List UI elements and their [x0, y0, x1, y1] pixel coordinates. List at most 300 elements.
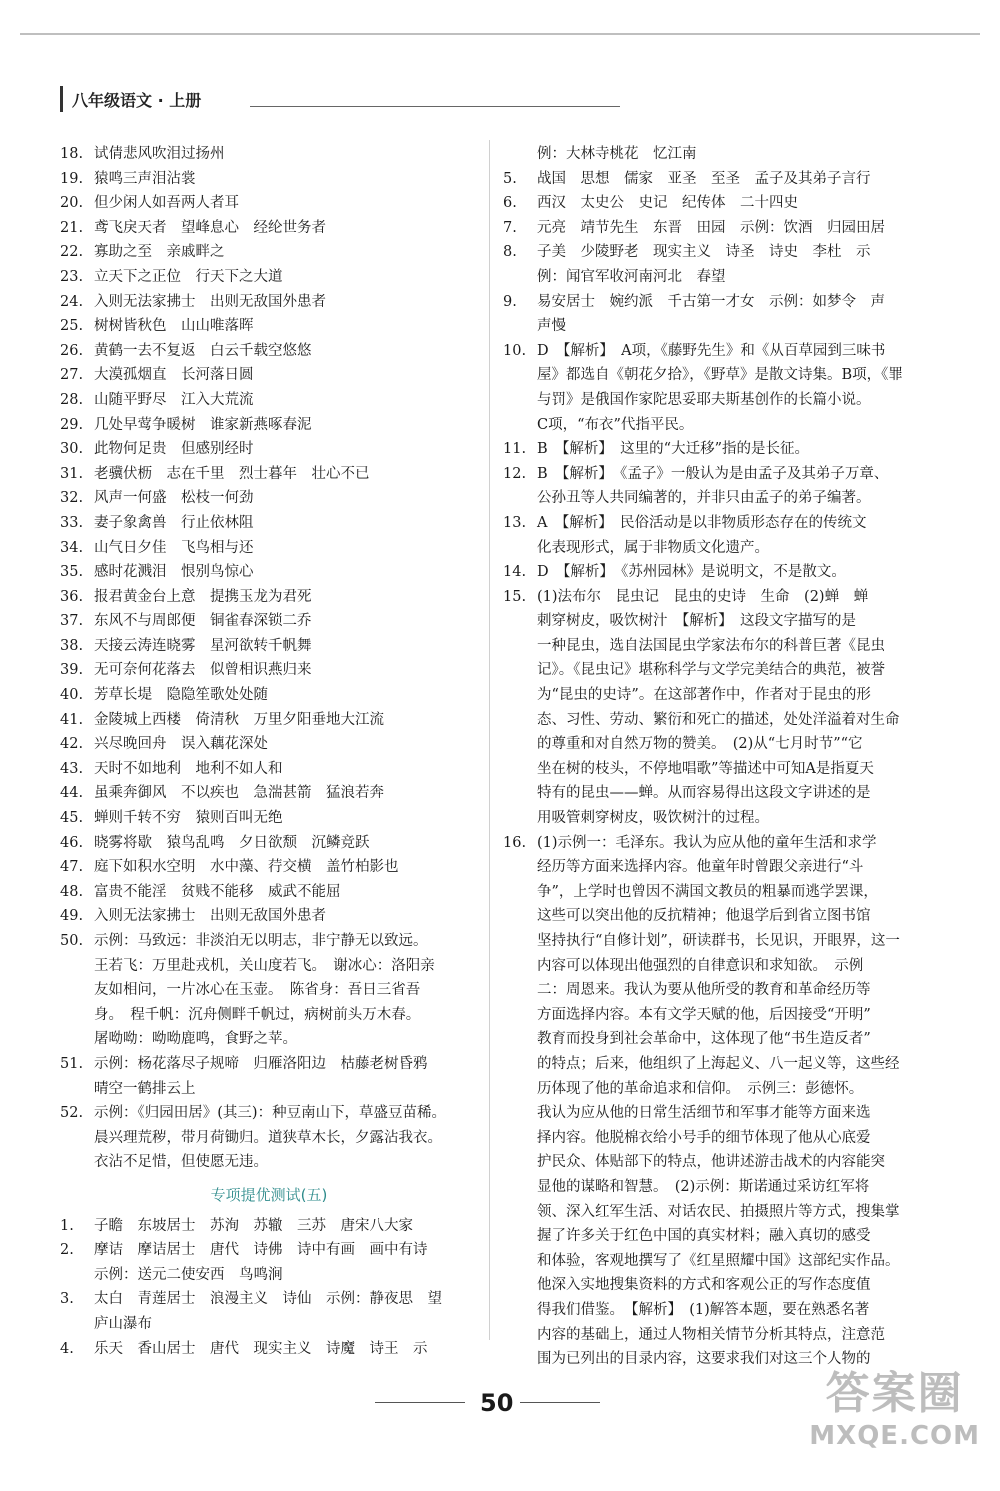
- answer-number: 8.: [503, 244, 517, 261]
- answer-number: 34.: [60, 539, 84, 556]
- answer-text: 子瞻 东坡居士 苏洵 苏辙 三苏 唐宋八大家: [94, 1217, 413, 1234]
- answer-list-left: [60, 142, 478, 1175]
- answer-number: 52.: [60, 1105, 84, 1122]
- answer-line: [503, 486, 918, 511]
- answer-text: (1)法布尔 昆虫记 昆虫的史诗 生命 (2)蝉 蝉: [537, 588, 869, 605]
- answer-line: [503, 1249, 918, 1274]
- answer-number: [60, 1263, 94, 1288]
- answer-line: [60, 1150, 478, 1175]
- answer-text: A 【解析】 民俗活动是以非物质形态存在的传统文: [537, 514, 867, 531]
- answer-line: [60, 1052, 478, 1077]
- answer-line: [503, 1200, 918, 1225]
- answer-line: [60, 683, 478, 708]
- answer-number: 24.: [60, 293, 84, 310]
- answer-line: [60, 437, 478, 462]
- answer-text: 老骥伏枥 志在千里 烈士暮年 壮心不已: [94, 465, 370, 482]
- answer-number: [503, 1249, 537, 1274]
- answer-text: 得我们借鉴。 【解析】 (1)解答本题，要在熟悉名著: [537, 1301, 870, 1318]
- answer-text: 天时不如地利 地利不如人和: [94, 760, 283, 777]
- answer-text: 金陵城上西楼 倚清秋 万里夕阳垂地大江流: [94, 711, 384, 728]
- answer-line: [503, 1323, 918, 1348]
- answer-line: [60, 806, 478, 831]
- answer-text: 争”，上学时也曾因不满国文教员的粗暴而逃学罢课，: [537, 883, 878, 900]
- answer-number: [503, 1126, 537, 1151]
- answer-line: [60, 978, 478, 1003]
- answer-text: 风声一何盛 松枝一何劲: [94, 490, 254, 507]
- answer-line: [60, 1287, 478, 1312]
- answer-line: [60, 486, 478, 511]
- answer-line: [60, 536, 478, 561]
- answer-text: 猿鸣三声泪沾裳: [94, 170, 196, 187]
- answer-line: [60, 904, 478, 929]
- answer-number: [503, 634, 537, 659]
- answer-line: [503, 1150, 918, 1175]
- answer-text: 寡助之至 亲戚畔之: [94, 244, 225, 261]
- answer-line: [503, 1052, 918, 1077]
- answer-line: [503, 437, 918, 462]
- answer-number: 50.: [60, 933, 84, 949]
- answer-line: [60, 1238, 478, 1263]
- answer-number: 38.: [60, 637, 84, 654]
- answer-text: 教育而投身到社会革命中，这体现了他“书生造反者”: [537, 1031, 871, 1048]
- answer-number: 36.: [60, 588, 84, 605]
- answer-number: [503, 142, 537, 167]
- answer-text: 方面选择内容。本有文学天赋的他，后因接受“开明”: [537, 1006, 871, 1023]
- answer-line: [503, 781, 918, 806]
- answer-number: [503, 880, 537, 905]
- answer-number: 19.: [60, 170, 84, 187]
- page-number: 50: [480, 1389, 514, 1417]
- answer-number: [60, 1027, 94, 1052]
- answer-line: [503, 290, 918, 315]
- answer-number: [503, 1052, 537, 1077]
- answer-text: 晴空一鹤排云上: [94, 1080, 196, 1097]
- answer-text: 声慢: [537, 318, 566, 335]
- answer-number: 6.: [503, 195, 517, 212]
- answer-number: [60, 1077, 94, 1102]
- answer-number: [503, 1298, 537, 1323]
- answer-line: [60, 585, 478, 610]
- left-column: [60, 142, 478, 1361]
- answer-line: [60, 658, 478, 683]
- column-divider: [489, 140, 490, 1340]
- answer-text: 元亮 靖节先生 东晋 田园 示例：饮酒 归园田居: [537, 219, 885, 236]
- answer-number: [503, 732, 537, 757]
- answer-number: 29.: [60, 416, 84, 433]
- answer-number: 15.: [503, 588, 527, 605]
- answer-text: 大漠孤烟直 长河落日圆: [94, 367, 254, 384]
- answer-line: [503, 191, 918, 216]
- answer-text: 立天下之正位 行天下之大道: [94, 268, 283, 285]
- answer-text: 树树皆秋色 山山唯落晖: [94, 318, 254, 335]
- answer-number: [60, 1150, 94, 1175]
- answer-number: 22.: [60, 244, 84, 261]
- answer-text: 富贵不能淫 贫贱不能移 威武不能屈: [94, 883, 341, 900]
- answer-number: 18.: [60, 146, 84, 162]
- answer-text: 内容可以体现出他强烈的自律意识和求知欲。 示例: [537, 957, 864, 974]
- answer-number: [503, 954, 537, 979]
- answer-line: [60, 732, 478, 757]
- answer-number: 32.: [60, 490, 84, 507]
- header-accent-bar: [60, 86, 63, 112]
- answer-number: [60, 1003, 94, 1028]
- answer-number: 47.: [60, 859, 84, 876]
- answer-line: [503, 462, 918, 487]
- answer-text: 特有的昆虫——蝉。从而容易得出这段文字讲述的是: [537, 785, 871, 802]
- answer-text: 护民众、体贴部下的特点，他讲述游击战术的内容能突: [537, 1154, 885, 1171]
- answer-text: 化表现形式，属于非物质文化遗产。: [537, 539, 769, 556]
- answer-number: 33.: [60, 514, 84, 531]
- answer-line: [60, 1312, 478, 1337]
- answer-number: [503, 363, 537, 388]
- answer-text: 试倩悲风吹泪过扬州: [94, 146, 225, 162]
- answer-text: 黄鹤一去不复返 白云千载空悠悠: [94, 342, 312, 359]
- answer-text: 晨兴理荒秽，带月荷锄归。道狭草木长，夕露沾我衣。: [94, 1129, 442, 1146]
- answer-line: [60, 339, 478, 364]
- answer-number: 28.: [60, 391, 84, 408]
- answer-list-right: [503, 142, 918, 1372]
- answer-line: [60, 265, 478, 290]
- answer-line: [503, 1027, 918, 1052]
- answer-text: 示例：《归园田居》(其三)：种豆南山下，草盛豆苗稀。: [94, 1105, 447, 1122]
- answer-text: 身。 程千帆：沉舟侧畔千帆过，病树前头万木春。: [94, 1006, 421, 1023]
- answer-line: [60, 831, 478, 856]
- answer-line: [60, 929, 478, 954]
- answer-text: 入则无法家拂士 出则无敌国外患者: [94, 908, 326, 925]
- answer-line: [60, 290, 478, 315]
- answer-text: 与罚》是俄国作家陀思妥耶夫斯基创作的长篇小说。: [537, 391, 871, 408]
- answer-number: 4.: [60, 1340, 74, 1357]
- answer-number: 11.: [503, 441, 527, 458]
- answer-text: 的特点；后来，他组织了上海起义、八一起义等，这些经: [537, 1055, 900, 1072]
- answer-text: 子美 少陵野老 现实主义 诗圣 诗史 李杜 示: [537, 244, 871, 261]
- answer-number: [503, 708, 537, 733]
- answer-line: [60, 314, 478, 339]
- answer-text: 庭下如积水空明 水中藻、荇交横 盖竹柏影也: [94, 859, 399, 876]
- answer-text: 晓雾将歇 猿鸟乱鸣 夕日欲颓 沉鳞竞跃: [94, 834, 370, 851]
- answer-number: 40.: [60, 687, 84, 704]
- answer-line: [60, 855, 478, 880]
- answer-text: 入则无法家拂士 出则无敌国外患者: [94, 293, 326, 310]
- answer-line: [503, 511, 918, 536]
- answer-text: 为“昆虫的史诗”。在这部著作中，作者对于昆虫的形: [537, 687, 871, 704]
- answer-line: [503, 757, 918, 782]
- answer-line: [503, 658, 918, 683]
- answer-line: [60, 880, 478, 905]
- answer-text: 芳草长堤 隐隐笙歌处处随: [94, 687, 268, 704]
- answer-line: [60, 1214, 478, 1239]
- answer-number: 21.: [60, 219, 84, 236]
- top-border: [20, 33, 980, 35]
- answer-text: B 【解析】 《孟子》一般认为是由孟子及其弟子万章、: [537, 465, 889, 482]
- answer-list-left-section: [60, 1214, 478, 1362]
- answer-number: [503, 314, 537, 339]
- answer-number: 16.: [503, 834, 527, 851]
- answer-number: [60, 1312, 94, 1337]
- answer-text: C项，“布衣”代指平民。: [537, 416, 694, 433]
- answer-number: [60, 978, 94, 1003]
- answer-line: [503, 904, 918, 929]
- answer-number: [503, 781, 537, 806]
- answer-line: [503, 732, 918, 757]
- answer-number: 7.: [503, 219, 517, 236]
- answer-text: 例：大林寺桃花 忆江南: [537, 146, 697, 162]
- answer-line: [60, 191, 478, 216]
- answer-number: [503, 1273, 537, 1298]
- answer-text: D 【解析】 《苏州园林》是说明文，不是散文。: [537, 564, 846, 581]
- answer-text: 这些可以突出他的反抗精神；他退学后到省立图书馆: [537, 908, 871, 925]
- answer-line: [503, 954, 918, 979]
- answer-text: 鸢飞戾天者 望峰息心 经纶世务者: [94, 219, 326, 236]
- answer-number: [503, 486, 537, 511]
- answer-number: 46.: [60, 834, 84, 851]
- answer-number: 37.: [60, 613, 84, 630]
- answer-number: 49.: [60, 908, 84, 925]
- answer-number: [503, 1150, 537, 1175]
- answer-text: 此物何足贵 但感别经时: [94, 441, 254, 458]
- answer-text: 王若飞：万里赴戎机，关山度若飞。 谢冰心：洛阳亲: [94, 957, 435, 974]
- answer-line: [503, 855, 918, 880]
- answer-text: 示例：杨花落尽子规啼 归雁洛阳边 枯藤老树昏鸦: [94, 1055, 428, 1072]
- answer-line: [503, 339, 918, 364]
- answer-number: 45.: [60, 810, 84, 827]
- answer-text: 和体验，客观地撰写了《红星照耀中国》这部纪实作品。: [537, 1252, 900, 1269]
- answer-number: 1.: [60, 1217, 74, 1234]
- answer-text: 我认为应从他的日常生活细节和军事才能等方面来选: [537, 1105, 871, 1122]
- answer-text: 战国 思想 儒家 亚圣 至圣 孟子及其弟子言行: [537, 170, 871, 187]
- answer-number: 10.: [503, 342, 527, 359]
- answer-line: [503, 831, 918, 856]
- answer-line: [503, 536, 918, 561]
- answer-text: 用吸管刺穿树皮，吸饮树汁的过程。: [537, 810, 769, 827]
- answer-line: [60, 1101, 478, 1126]
- answer-text: 公孙丑等人共同编著的，并非只由孟子的弟子编著。: [537, 490, 871, 507]
- answer-number: 3.: [60, 1291, 74, 1308]
- answer-line: [60, 1126, 478, 1151]
- answer-text: 虽乘奔御风 不以疾也 急湍甚箭 猛浪若奔: [94, 785, 384, 802]
- answer-text: 二：周恩来。我认为要从他所受的教育和革命经历等: [537, 982, 871, 999]
- answer-line: [503, 1126, 918, 1151]
- answer-line: [60, 388, 478, 413]
- answer-text: B 【解析】 这里的“大迁移”指的是长征。: [537, 441, 809, 458]
- answer-line: [503, 634, 918, 659]
- answer-number: 25.: [60, 318, 84, 335]
- answer-text: 无可奈何花落去 似曾相识燕归来: [94, 662, 312, 679]
- answer-line: [503, 609, 918, 634]
- answer-line: [60, 1027, 478, 1052]
- answer-line: [60, 216, 478, 241]
- answer-number: [503, 1077, 537, 1102]
- answer-number: [503, 1323, 537, 1348]
- answer-line: [503, 167, 918, 192]
- answer-line: [503, 216, 918, 241]
- answer-number: [503, 757, 537, 782]
- answer-number: [503, 1347, 537, 1372]
- answer-text: 例：闻官军收河南河北 春望: [537, 268, 726, 285]
- answer-text: 几处早莺争暖树 谁家新燕啄春泥: [94, 416, 312, 433]
- answer-text: 妻子象禽兽 行止依林阻: [94, 514, 254, 531]
- answer-number: 27.: [60, 367, 84, 384]
- answer-line: [503, 585, 918, 610]
- answer-number: 31.: [60, 465, 84, 482]
- answer-text: (1)示例一：毛泽东。我认为应从他的童年生活和求学: [537, 834, 877, 851]
- answer-line: [503, 560, 918, 585]
- answer-text: 山随平野尽 江入大荒流: [94, 391, 254, 408]
- answer-number: [503, 536, 537, 561]
- answer-number: 26.: [60, 342, 84, 359]
- answer-line: [503, 314, 918, 339]
- answer-line: [503, 683, 918, 708]
- answer-text: 屋》都选自《朝花夕拾》，《野草》是散文诗集。B项，《罪: [537, 367, 903, 384]
- answer-line: [60, 240, 478, 265]
- answer-line: [503, 1224, 918, 1249]
- answer-text: 太白 青莲居士 浪漫主义 诗仙 示例：静夜思 望: [94, 1291, 442, 1308]
- answer-line: [503, 240, 918, 265]
- answer-number: 30.: [60, 441, 84, 458]
- right-column: [503, 142, 918, 1372]
- answer-text: 握了许多关于红色中国的真实材料；融入真切的感受: [537, 1228, 871, 1245]
- answer-text: 示例：马致远：非淡泊无以明志，非宁静无以致远。: [94, 933, 428, 949]
- answer-number: 35.: [60, 564, 84, 581]
- answer-number: [503, 1224, 537, 1249]
- answer-text: 坐在树的枝头，不停地唱歌”等描述中可知A是指夏天: [537, 760, 874, 777]
- answer-number: 23.: [60, 268, 84, 285]
- answer-line: [503, 413, 918, 438]
- answer-line: [503, 1273, 918, 1298]
- answer-text: 东风不与周郎便 铜雀春深锁二乔: [94, 613, 312, 630]
- answer-text: 领、深入红军生活、对话农民、拍摄照片等方式，搜集掌: [537, 1203, 900, 1220]
- answer-text: 友如相问，一片冰心在玉壶。 陈省身：吾日三省吾: [94, 982, 421, 999]
- answer-line: [60, 363, 478, 388]
- answer-number: [503, 1200, 537, 1225]
- answer-number: [503, 904, 537, 929]
- header-rule: [250, 106, 620, 107]
- page-header: 八年级语文 · 上册: [72, 91, 202, 110]
- answer-text: D 【解析】 A项，《藤野先生》和《从百草园到三味书: [537, 342, 886, 359]
- answer-line: [503, 265, 918, 290]
- answer-text: 的尊重和对自然万物的赞美。 (2)从“七月时节”“它: [537, 736, 863, 753]
- answer-line: [60, 757, 478, 782]
- answer-line: [503, 806, 918, 831]
- answer-text: 经历等方面来选择内容。他童年时曾跟父亲进行“斗: [537, 859, 864, 876]
- answer-line: [503, 1077, 918, 1102]
- answer-number: [503, 609, 537, 634]
- answer-line: [60, 413, 478, 438]
- answer-line: [60, 781, 478, 806]
- answer-number: 13.: [503, 514, 527, 531]
- answer-text: 天接云涛连晓雾 星河欲转千帆舞: [94, 637, 312, 654]
- answer-text: 兴尽晚回舟 误入藕花深处: [94, 736, 268, 753]
- answer-number: [503, 265, 537, 290]
- answer-text: 屠呦呦：呦呦鹿鸣，食野之苹。: [94, 1031, 297, 1048]
- answer-line: [503, 978, 918, 1003]
- answer-text: 一种昆虫，选自法国昆虫学家法布尔的科普巨著《昆虫: [537, 637, 885, 654]
- answer-number: [503, 388, 537, 413]
- answer-text: 示例：送元二使安西 鸟鸣涧: [94, 1266, 283, 1283]
- answer-line: [60, 708, 478, 733]
- answer-number: [503, 1003, 537, 1028]
- answer-line: [503, 363, 918, 388]
- answer-line: [60, 954, 478, 979]
- answer-text: 易安居士 婉约派 千古第一才女 示例：如梦令 声: [537, 293, 885, 310]
- answer-line: [503, 880, 918, 905]
- answer-text: 围为已列出的目录内容，这要求我们对这三个人物的: [537, 1351, 871, 1368]
- answer-line: [503, 1298, 918, 1323]
- answer-number: 14.: [503, 564, 527, 581]
- answer-text: 衣沾不足惜，但使愿无违。: [94, 1154, 268, 1171]
- answer-number: [503, 1175, 537, 1200]
- answer-text: 历体现了他的革命追求和信仰。 示例三：彭德怀。: [537, 1080, 864, 1097]
- footer-rule-right: [520, 1402, 600, 1403]
- answer-line: [503, 929, 918, 954]
- answer-line: [60, 634, 478, 659]
- answer-number: 48.: [60, 883, 84, 900]
- answer-text: 但少闲人如吾两人者耳: [94, 195, 239, 212]
- answer-text: 择内容。他脱棉衣给小号手的细节体现了他从心底爱: [537, 1129, 871, 1146]
- answer-line: [503, 1175, 918, 1200]
- answer-number: 12.: [503, 465, 527, 482]
- answer-number: [60, 1126, 94, 1151]
- answer-number: 42.: [60, 736, 84, 753]
- answer-line: [60, 142, 478, 167]
- section-title: 专项提优测试(五): [210, 1185, 328, 1204]
- answer-line: [60, 1077, 478, 1102]
- answer-number: 39.: [60, 662, 84, 679]
- answer-text: 显他的谋略和智慧。 (2)示例：斯诺通过采访红军将: [537, 1178, 870, 1195]
- answer-number: 43.: [60, 760, 84, 777]
- answer-line: [60, 1003, 478, 1028]
- answer-text: 坚持执行“自修计划”，研读群书，长见识，开眼界，这一: [537, 933, 900, 949]
- answer-number: [503, 683, 537, 708]
- answer-line: [503, 142, 918, 167]
- answer-line: [60, 167, 478, 192]
- answer-line: [60, 1263, 478, 1288]
- answer-text: 他深入实地搜集资料的方式和客观公正的写作态度值: [537, 1277, 871, 1294]
- answer-number: 9.: [503, 293, 517, 310]
- answer-number: 44.: [60, 785, 84, 802]
- answer-text: 西汉 太史公 史记 纪传体 二十四史: [537, 195, 798, 212]
- answer-number: [503, 1101, 537, 1126]
- answer-line: [503, 388, 918, 413]
- answer-number: [503, 413, 537, 438]
- answer-number: 51.: [60, 1055, 84, 1072]
- answer-number: 41.: [60, 711, 84, 728]
- answer-number: 2.: [60, 1242, 74, 1259]
- answer-number: [503, 1027, 537, 1052]
- answer-text: 刺穿树皮，吸饮树汁 【解析】 这段文字描写的是: [537, 613, 856, 630]
- answer-line: [503, 1003, 918, 1028]
- answer-text: 记》。《昆虫记》堪称科学与文学完美结合的典范，被誉: [537, 662, 885, 679]
- answer-text: 蝉则千转不穷 猿则百叫无绝: [94, 810, 283, 827]
- answer-number: [503, 806, 537, 831]
- answer-text: 态、习性、劳动、繁衍和死亡的描述，处处洋溢着对生命: [537, 711, 900, 728]
- answer-line: [60, 1337, 478, 1362]
- answer-number: [503, 978, 537, 1003]
- answer-text: 感时花溅泪 恨别鸟惊心: [94, 564, 254, 581]
- answer-number: [503, 855, 537, 880]
- answer-line: [60, 511, 478, 536]
- answer-line: [503, 1101, 918, 1126]
- answer-text: 乐天 香山居士 唐代 现实主义 诗魔 诗王 示: [94, 1340, 428, 1357]
- watermark-logo: [809, 1357, 980, 1451]
- answer-number: 20.: [60, 195, 84, 212]
- answer-line: [60, 560, 478, 585]
- answer-line: [503, 708, 918, 733]
- watermark-url: MXQE.COM: [809, 1421, 980, 1451]
- answer-text: 山气日夕佳 飞鸟相与还: [94, 539, 254, 556]
- answer-text: 内容的基础上，通过人物相关情节分析其特点，注意范: [537, 1326, 885, 1343]
- answer-line: [60, 462, 478, 487]
